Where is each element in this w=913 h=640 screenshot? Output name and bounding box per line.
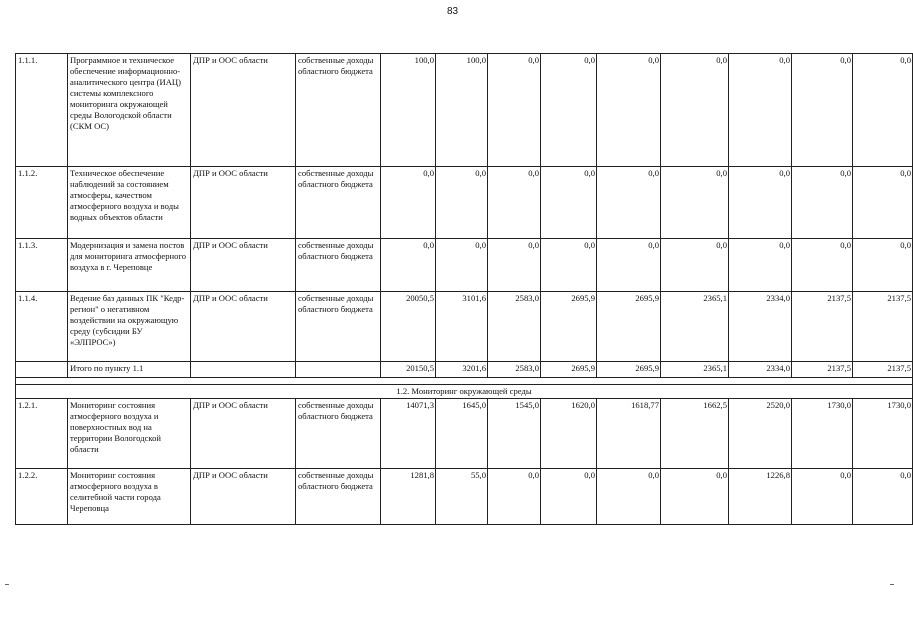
value-cell: 0,0 <box>436 167 488 239</box>
item-executor: ДПР и ООС области <box>191 239 296 292</box>
value-cell: 2695,9 <box>541 362 597 378</box>
item-code: 1.1.1. <box>16 54 68 167</box>
value-cell: 1645,0 <box>436 399 488 469</box>
value-cell: 2695,9 <box>597 292 661 362</box>
value-cell: 2137,5 <box>853 362 913 378</box>
item-executor <box>191 362 296 378</box>
value-cell: 0,0 <box>792 167 853 239</box>
item-name: Ведение баз данных ПК "Кедр-регион" о негативном воздействии на окружающую среду (субсидии БУ «ЭЛПРОС») <box>68 292 191 362</box>
value-cell: 0,0 <box>488 469 541 525</box>
value-cell: 2695,9 <box>541 292 597 362</box>
value-cell: 0,0 <box>729 239 792 292</box>
budget-table <box>15 53 913 525</box>
value-cell: 0,0 <box>488 54 541 167</box>
item-code <box>16 362 68 378</box>
page-number: 83 <box>446 6 459 17</box>
spacer-row <box>16 378 913 385</box>
item-source: собственные доходы областного бюджета <box>296 469 381 525</box>
item-source: собственные доходы областного бюджета <box>296 54 381 167</box>
value-cell: 2520,0 <box>729 399 792 469</box>
item-code: 1.1.4. <box>16 292 68 362</box>
value-cell: 1730,0 <box>792 399 853 469</box>
value-cell: 0,0 <box>792 469 853 525</box>
value-cell: 0,0 <box>597 167 661 239</box>
table-row <box>16 54 913 167</box>
value-cell: 0,0 <box>488 167 541 239</box>
value-cell: 0,0 <box>541 167 597 239</box>
value-cell: 2365,1 <box>661 292 729 362</box>
value-cell: 0,0 <box>661 469 729 525</box>
table-row <box>16 399 913 469</box>
item-code: 1.2.1. <box>16 399 68 469</box>
value-cell: 1620,0 <box>541 399 597 469</box>
value-cell: 0,0 <box>541 239 597 292</box>
value-cell: 1618,77 <box>597 399 661 469</box>
value-cell: 1226,8 <box>729 469 792 525</box>
value-cell: 55,0 <box>436 469 488 525</box>
margin-mark-left <box>5 584 9 585</box>
table-row <box>16 239 913 292</box>
item-source <box>296 362 381 378</box>
table-row <box>16 167 913 239</box>
value-cell: 2137,5 <box>853 292 913 362</box>
item-code: 1.1.2. <box>16 167 68 239</box>
value-cell: 3101,6 <box>436 292 488 362</box>
item-source: собственные доходы областного бюджета <box>296 399 381 469</box>
value-cell: 0,0 <box>661 167 729 239</box>
section-row <box>16 385 913 399</box>
value-cell: 2695,9 <box>597 362 661 378</box>
value-cell: 0,0 <box>853 167 913 239</box>
item-executor: ДПР и ООС области <box>191 54 296 167</box>
value-cell: 0,0 <box>541 469 597 525</box>
section-title: 1.2. Мониторинг окружающей среды <box>16 385 913 399</box>
value-cell: 0,0 <box>853 469 913 525</box>
table-row <box>16 292 913 362</box>
value-cell: 20150,5 <box>381 362 436 378</box>
value-cell: 100,0 <box>436 54 488 167</box>
value-cell: 0,0 <box>488 239 541 292</box>
value-cell: 0,0 <box>661 54 729 167</box>
value-cell: 2583,0 <box>488 292 541 362</box>
item-executor: ДПР и ООС области <box>191 292 296 362</box>
item-executor: ДПР и ООС области <box>191 469 296 525</box>
value-cell: 3201,6 <box>436 362 488 378</box>
value-cell: 0,0 <box>597 239 661 292</box>
value-cell: 1281,8 <box>381 469 436 525</box>
value-cell: 0,0 <box>541 54 597 167</box>
value-cell: 100,0 <box>381 54 436 167</box>
item-name: Итого по пункту 1.1 <box>68 362 191 378</box>
value-cell: 0,0 <box>661 239 729 292</box>
table-row <box>16 362 913 378</box>
value-cell: 2137,5 <box>792 292 853 362</box>
value-cell: 1662,5 <box>661 399 729 469</box>
value-cell: 0,0 <box>729 167 792 239</box>
item-executor: ДПР и ООС области <box>191 399 296 469</box>
value-cell: 0,0 <box>853 239 913 292</box>
item-name: Модернизация и замена постов для мониторинга атмосферного воздуха в г. Череповце <box>68 239 191 292</box>
value-cell: 2365,1 <box>661 362 729 378</box>
margin-mark-right <box>890 584 894 585</box>
value-cell: 2334,0 <box>729 292 792 362</box>
value-cell: 0,0 <box>436 239 488 292</box>
item-source: собственные доходы областного бюджета <box>296 292 381 362</box>
value-cell: 1730,0 <box>853 399 913 469</box>
value-cell: 0,0 <box>729 54 792 167</box>
spacer-cell <box>16 378 913 385</box>
item-source: собственные доходы областного бюджета <box>296 167 381 239</box>
item-name: Техническое обеспечение наблюдений за состоянием атмосферы, качеством атмосферного воздуха и воды водных объектов области <box>68 167 191 239</box>
value-cell: 2137,5 <box>792 362 853 378</box>
value-cell: 0,0 <box>381 239 436 292</box>
table-row <box>16 469 913 525</box>
item-source: собственные доходы областного бюджета <box>296 239 381 292</box>
value-cell: 20050,5 <box>381 292 436 362</box>
item-code: 1.1.3. <box>16 239 68 292</box>
value-cell: 2334,0 <box>729 362 792 378</box>
item-name: Мониторинг состояния атмосферного воздуха и поверхностных вод на территории Вологодской области <box>68 399 191 469</box>
value-cell: 14071,3 <box>381 399 436 469</box>
value-cell: 1545,0 <box>488 399 541 469</box>
value-cell: 0,0 <box>853 54 913 167</box>
item-name: Программное и техническое обеспечение информационно-аналитического центра (ИАЦ) системы комплексного мониторинга окружающей среды Вологодской области (СКМ ОС) <box>68 54 191 167</box>
value-cell: 0,0 <box>597 469 661 525</box>
value-cell: 0,0 <box>792 54 853 167</box>
item-name: Мониторинг состояния атмосферного воздуха в селитебной части города Череповца <box>68 469 191 525</box>
value-cell: 0,0 <box>597 54 661 167</box>
item-code: 1.2.2. <box>16 469 68 525</box>
value-cell: 0,0 <box>792 239 853 292</box>
value-cell: 0,0 <box>381 167 436 239</box>
value-cell: 2583,0 <box>488 362 541 378</box>
item-executor: ДПР и ООС области <box>191 167 296 239</box>
